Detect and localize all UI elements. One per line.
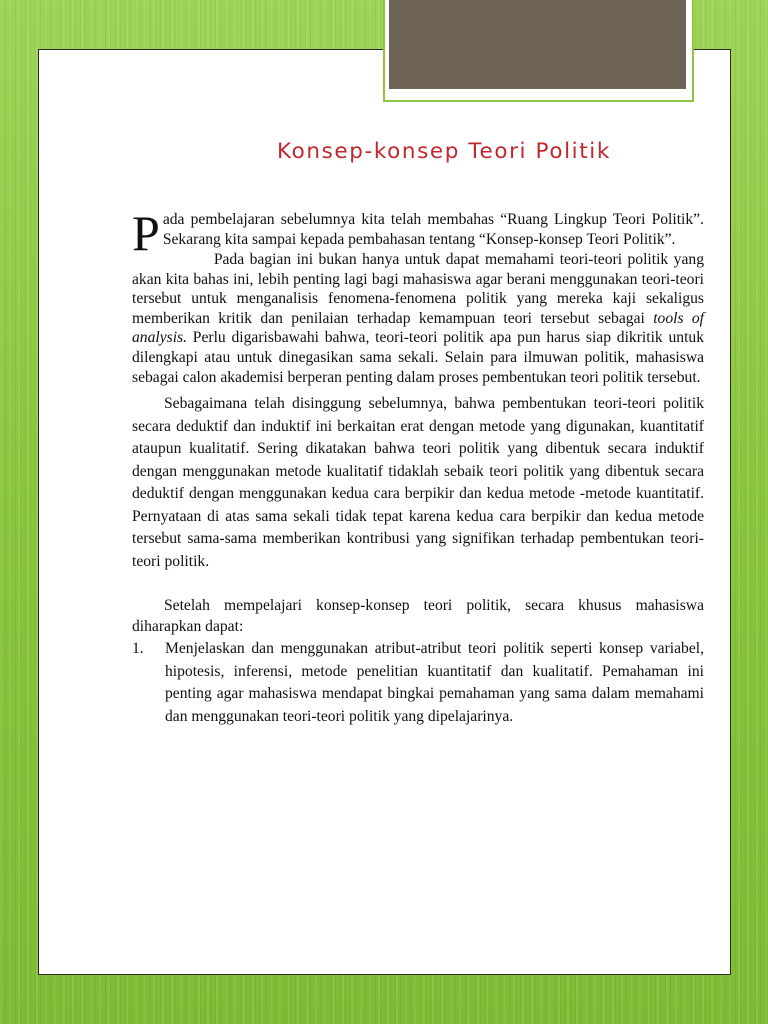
intro-paragraph-text: ada pembelajaran sebelumnya kita telah membahas “Ruang Lingkup Teori Politik”. Sekarang kita sampai kepada pembahasan tentang “Konsep-konsep Teori Politik”. (162, 211, 704, 248)
paragraph-2 (132, 250, 704, 387)
document-body (132, 205, 705, 729)
list-item-number: 1. (132, 640, 144, 658)
paragraph-4: Setelah mempelajari konsep-konsep teori politik, secara khusus mahasiswa diharapkan dapat: (132, 597, 704, 635)
page-title: Konsep-konsep Teori Politik (277, 139, 611, 164)
paragraph-2-italic-term: tools of analysis. (132, 309, 705, 347)
header-decoration-box (389, 0, 686, 89)
paragraph-2-text-before: Pada bagian ini bukan hanya untuk dapat memahami teori-teori politik yang akan kita bahas ini, lebih penting lagi bagi mahasiswa agar berani menggunakan teori-teori tersebut untuk menganalisis fenomena-fenomena politik yang mereka kaji sekaligus memberikan kritik dan penilaian terhadap kemampuan teori tersebut sebagai (132, 251, 704, 327)
objectives-list (132, 638, 704, 728)
drop-cap: P (132, 205, 160, 261)
paragraph-3: Sebagaimana telah disinggung sebelumnya, bahwa pembentukan teori-teori politik secara deduktif dan induktif ini berkaitan erat dengan metode yang digunakan, kuantitatif ataupun kualitatif. Sering dikatakan bahwa teori politik yang dibentuk secara induktif dengan menggunakan metode kualitatif tidaklah sebaik teori politik yang dibentuk secara deduktif dengan menggunakan kedua cara berpikir dan kedua metode -metode kuantitatif. Pernyataan di atas sama sekali tidak tepat karena kedua cara berpikir dan kedua metode tersebut sama-sama memberikan kontribusi yang signifikan terhadap pembentukan teori-teori politik. (132, 395, 704, 570)
intro-paragraph (132, 205, 704, 261)
list-item (132, 638, 704, 728)
list-item-text: Menjelaskan dan menggunakan atribut-atribut teori politik seperti konsep variabel, hipotesis, inferensi, metode penelitian kuantitatif dan kualitatif. Pemahaman ini penting agar mahasiswa mendapat bingkai pemahaman yang sama dalam memahami dan menggunakan teori-teori politik yang dipelajarinya. (165, 640, 704, 725)
paragraph-2-text-after: Perlu digarisbawahi bahwa, teori-teori politik apa pun harus siap dikritik untuk dilengkapi atau untuk dinegasikan sama sekali. Selain para ilmuwan politik, mahasiswa sebagai calon akademisi berperan penting dalam proses pembentukan teori politik tersebut. (132, 329, 704, 386)
